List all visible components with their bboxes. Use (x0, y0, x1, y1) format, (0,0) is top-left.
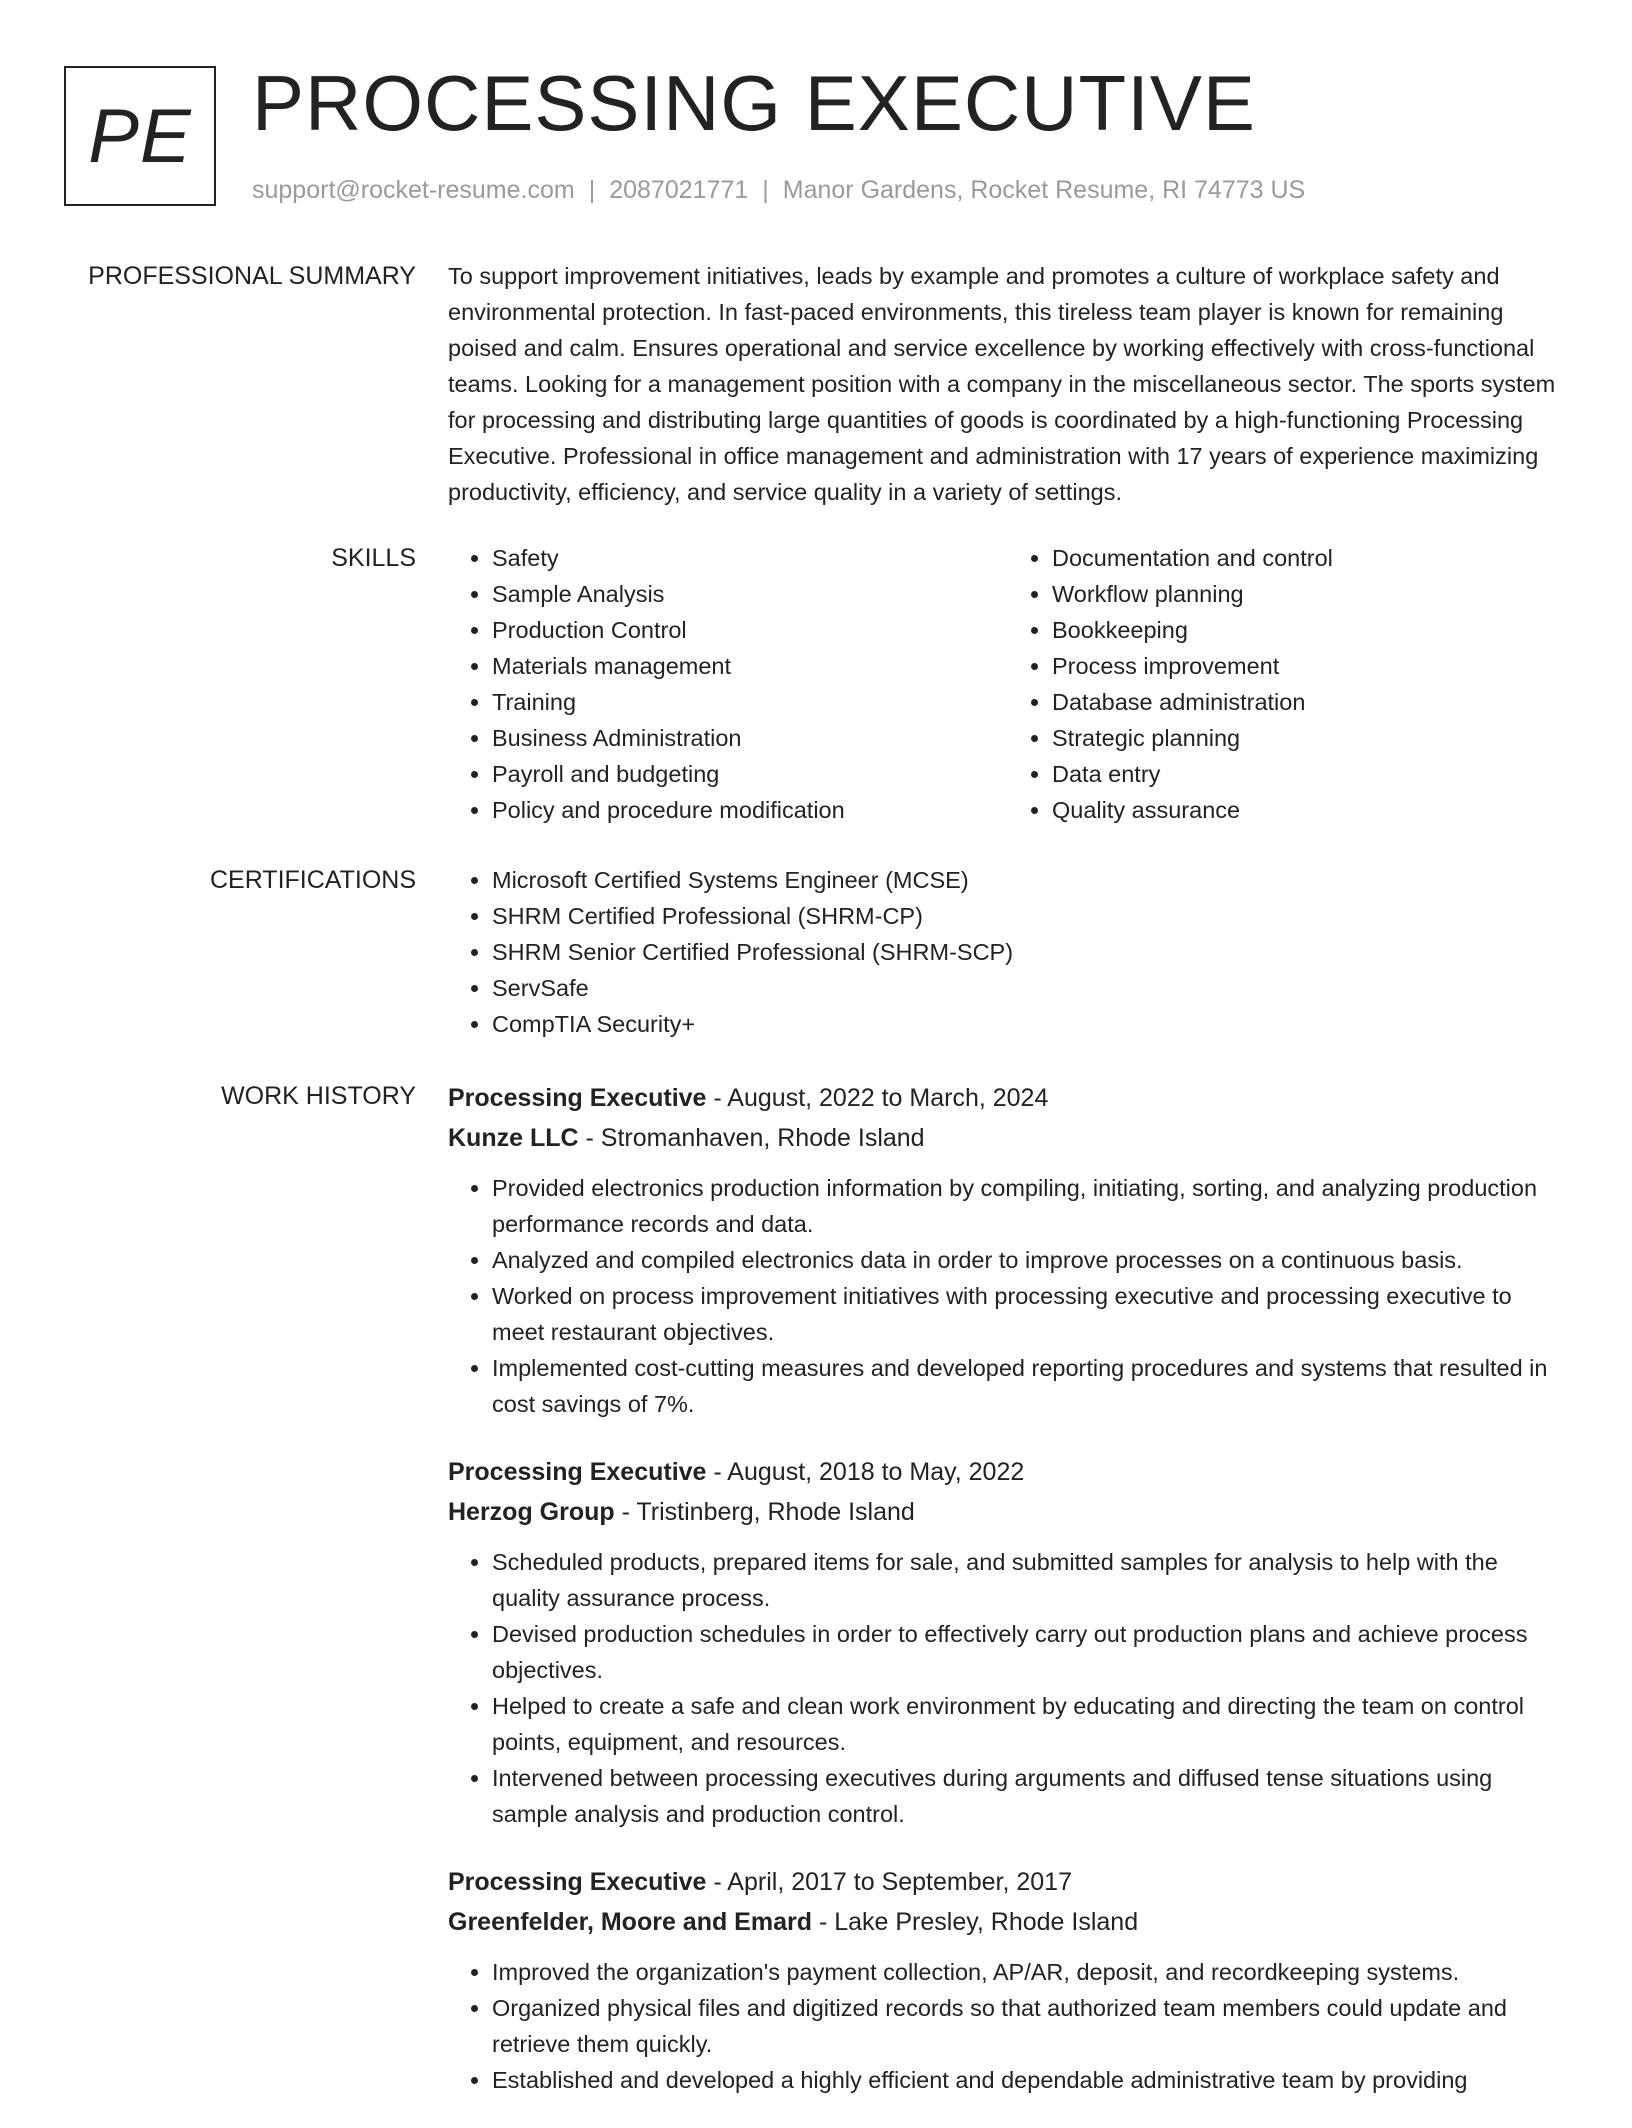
job-company-line (448, 1492, 1568, 1532)
job-location: - Stromanhaven, Rhode Island (578, 1124, 925, 1152)
candidate-name: PROCESSING EXECUTIVE (252, 59, 1256, 147)
job-bullets (448, 1170, 1568, 1422)
job-company: Herzog Group (448, 1498, 615, 1526)
certifications-list (448, 862, 1568, 1042)
job-bullet: • Scheduled products, prepared items for sale, and submitted samples for analysis to help with the quality assurance process. (492, 1544, 1568, 1616)
skill-item: • Payroll and budgeting (492, 756, 1008, 792)
skill-item: • Quality assurance (1052, 792, 1568, 828)
summary-text: To support improvement initiatives, leads by example and promotes a culture of workplace safety and environmental protection. In fast-paced environments, this tireless team player is known for remaining poised and calm. Ensures operational and service excellence by working effectively with cross-functional teams. Looking for a management position with a company in the miscellaneous sector. The sports system for processing and distributing large quantities of goods is coordinated by a high-functioning Processing Executive. Professional in office management and administration with 17 years of experience maximizing productivity, efficiency, and service quality in a variety of settings. (448, 263, 1556, 505)
certification-item: • SHRM Senior Certified Professional (SHRM-SCP) (492, 934, 1568, 970)
job-bullet: • Established and developed a highly efficient and dependable administrative team by providing (492, 2062, 1568, 2098)
skill-item: • Business Administration (492, 720, 1008, 756)
job-company-line (448, 1902, 1568, 1942)
job-title: Processing Executive (448, 1868, 707, 1896)
job-company: Kunze LLC (448, 1124, 579, 1152)
job-bullet: • Implemented cost-cutting measures and developed reporting procedures and systems that resulted in cost savings of 7%. (492, 1350, 1568, 1422)
skill-item: • Training (492, 684, 1008, 720)
job-company: Greenfelder, Moore and Emard (448, 1908, 812, 1936)
contact-line (252, 174, 1305, 206)
certification-item: • ServSafe (492, 970, 1568, 1006)
job-bullet: • Intervened between processing executives during arguments and diffused tense situations using sample analysis and production control. (492, 1760, 1568, 1832)
job-dates: - August, 2022 to March, 2024 (706, 1084, 1049, 1112)
job-bullet: • Provided electronics production information by compiling, initiating, sorting, and analyzing production performance records and data. (492, 1170, 1568, 1242)
job-bullet: • Helped to create a safe and clean work environment by educating and directing the team on control points, equipment, and resources. (492, 1688, 1568, 1760)
certification-item: • SHRM Certified Professional (SHRM-CP) (492, 898, 1568, 934)
job-bullet: • Organized physical files and digitized records so that authorized team members could update and retrieve them quickly. (492, 1990, 1568, 2062)
job-title-line (448, 1078, 1568, 1118)
job-bullet: • Analyzed and compiled electronics data in order to improve processes on a continuous basis. (492, 1242, 1568, 1278)
skill-item: • Policy and procedure modification (492, 792, 1008, 828)
skill-item: • Process improvement (1052, 648, 1568, 684)
job-dates: - April, 2017 to September, 2017 (706, 1868, 1072, 1896)
skill-item: • Production Control (492, 612, 1008, 648)
skill-item: • Safety (492, 540, 1008, 576)
certifications-body (448, 862, 1568, 1042)
job-entry (448, 1452, 1568, 1832)
job-company-line (448, 1118, 1568, 1158)
skill-item: • Workflow planning (1052, 576, 1568, 612)
job-bullet: • Devised production schedules in order to effectively carry out production plans and achieve process objectives. (492, 1616, 1568, 1688)
job-title-line (448, 1452, 1568, 1492)
work-history-body (448, 1078, 1568, 2128)
certifications-heading: CERTIFICATIONS (209, 866, 416, 894)
contact-separator: | (588, 176, 596, 204)
job-location: - Tristinberg, Rhode Island (614, 1498, 915, 1526)
job-entry (448, 1078, 1568, 1422)
certification-item: • CompTIA Security+ (492, 1006, 1568, 1042)
summary-heading: PROFESSIONAL SUMMARY (88, 262, 416, 290)
skills-list-left (448, 540, 1008, 828)
skills-body (448, 540, 1568, 828)
skill-item: • Materials management (492, 648, 1008, 684)
skills-heading: SKILLS (331, 544, 416, 572)
job-bullets (448, 1954, 1568, 2098)
skill-item: • Data entry (1052, 756, 1568, 792)
skill-item: • Strategic planning (1052, 720, 1568, 756)
contact-address: Manor Gardens, Rocket Resume, RI 74773 US (782, 176, 1306, 204)
skill-item: • Database administration (1052, 684, 1568, 720)
certification-item: • Microsoft Certified Systems Engineer (MCSE) (492, 862, 1568, 898)
skills-list-right (1008, 540, 1568, 828)
work-history-heading: WORK HISTORY (221, 1082, 416, 1110)
job-bullets (448, 1544, 1568, 1832)
summary-body (448, 258, 1568, 510)
contact-separator: | (762, 176, 769, 204)
job-title: Processing Executive (448, 1458, 707, 1486)
job-bullet: • Worked on process improvement initiatives with processing executive and processing executive to meet restaurant objectives. (492, 1278, 1568, 1350)
skill-item: • Documentation and control (1052, 540, 1568, 576)
job-entry (448, 1862, 1568, 2098)
job-title: Processing Executive (448, 1084, 707, 1112)
job-dates: - August, 2018 to May, 2022 (706, 1458, 1025, 1486)
job-location: - Lake Presley, Rhode Island (812, 1908, 1139, 1936)
job-bullet: • Improved the organization's payment collection, AP/AR, deposit, and recordkeeping systems. (492, 1954, 1568, 1990)
monogram-initials: PE (64, 66, 216, 206)
contact-email: support@rocket-resume.com (252, 176, 575, 204)
skill-item: • Bookkeeping (1052, 612, 1568, 648)
skill-item: • Sample Analysis (492, 576, 1008, 612)
job-title-line (448, 1862, 1568, 1902)
contact-phone: 2087021771 (609, 176, 749, 204)
